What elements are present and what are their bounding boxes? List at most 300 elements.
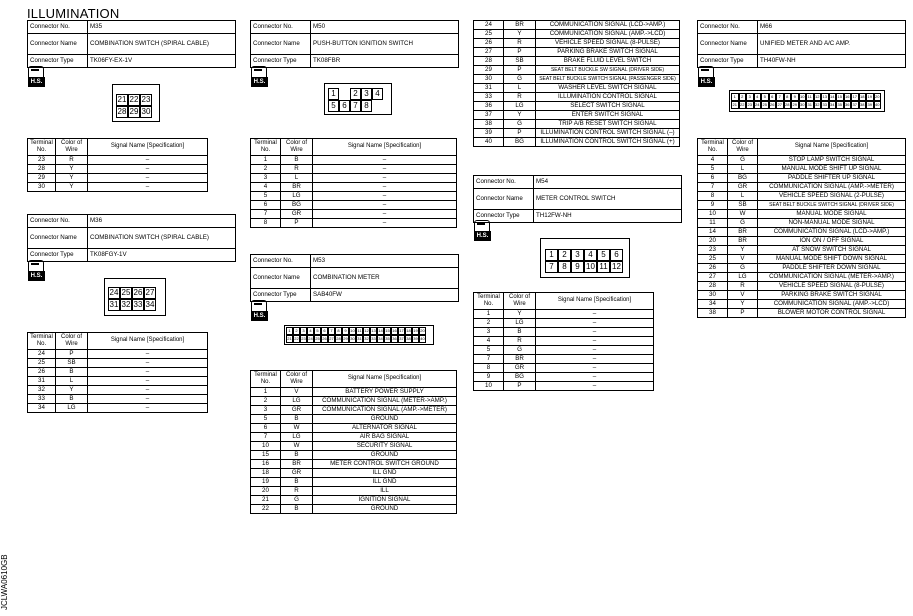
signal-name-cell: TRIP A/B RESET SWITCH SIGNAL — [536, 120, 680, 129]
wire-color-cell: W — [728, 210, 758, 219]
pin-cell: 14 — [378, 328, 383, 333]
pin-cell: 9 — [342, 327, 349, 335]
terminal-no-cell: 36 — [474, 102, 504, 111]
signal-name-cell: ILLUMINATION CONTROL SWITCH SIGNAL (–) — [536, 129, 680, 138]
pin-cell: 13 — [371, 328, 376, 333]
table-row — [251, 451, 457, 460]
table-row — [698, 273, 906, 282]
wire-color-cell: GR — [728, 183, 758, 192]
connector-no: M36 — [88, 215, 236, 228]
page-title: ILLUMINATION — [27, 6, 120, 21]
signal-name-cell: VEHICLE SPEED SIGNAL (2-PULSE) — [758, 192, 906, 201]
table-row — [698, 174, 906, 183]
pin-cell: 10 — [800, 94, 805, 99]
connector-m35-table: Terminal No. Color of Wire Signal Name [Specification] 23 R – 28 Y – 29 Y – 30 Y – — [27, 138, 208, 192]
pin-cell: 33 — [371, 336, 376, 341]
pin-cell: 2 — [739, 93, 747, 101]
wire-color-cell: Y — [56, 183, 88, 192]
table-row — [28, 350, 208, 359]
pin-cell: 2 — [293, 327, 300, 335]
table-row — [251, 183, 457, 192]
terminal-no-cell: 26 — [698, 264, 728, 273]
signal-name-cell: AT SNOW SWITCH SIGNAL — [758, 246, 906, 255]
table-row — [474, 75, 680, 84]
table-row — [28, 404, 208, 413]
terminal-no-cell: 8 — [698, 192, 728, 201]
table-row — [698, 183, 906, 192]
signal-name-cell: GROUND — [313, 415, 457, 424]
terminal-no-cell: 34 — [698, 300, 728, 309]
table-row — [698, 165, 906, 174]
table-row — [698, 219, 906, 228]
connector-m53-info: Connector No. M53 Connector Name COMBINATION METER Connector Type SAB40FW — [250, 254, 459, 302]
signal-name-cell: PARKING BRAKE SWITCH SIGNAL — [536, 48, 680, 57]
pin-cell: 38 — [860, 102, 865, 107]
terminal-no-cell: 37 — [474, 111, 504, 120]
wire-color-cell: BG — [504, 138, 536, 147]
terminal-no-cell: 4 — [251, 183, 281, 192]
pin-cell: 26 — [133, 288, 143, 297]
terminal-no-cell: 38 — [474, 120, 504, 129]
pin-cell: 11 — [807, 94, 812, 99]
pin-cell: 24 — [308, 336, 313, 341]
wire-color-cell: BR — [728, 228, 758, 237]
terminal-no-cell: 28 — [474, 57, 504, 66]
pin-cell: 8 — [335, 327, 342, 335]
wire-color-cell: L — [728, 192, 758, 201]
pin-cell: 10 — [350, 328, 355, 333]
table-row — [474, 21, 680, 30]
pin-cell: 6 — [610, 249, 623, 261]
terminal-no-cell: 11 — [698, 219, 728, 228]
wire-color-cell: B — [281, 478, 313, 487]
signal-name-cell: COMMUNICATION SIGNAL (AMP.->METER) — [313, 406, 457, 415]
connector-m36-pins — [108, 287, 156, 311]
pin-cell: 33 — [133, 300, 143, 309]
pin-cell: 39 — [413, 336, 418, 341]
signal-name-cell: – — [313, 210, 457, 219]
wire-color-cell: W — [281, 424, 313, 433]
terminal-no-cell: 39 — [474, 129, 504, 138]
pin-cell: 22 — [740, 102, 745, 107]
table-row — [251, 397, 457, 406]
terminal-no-cell: 34 — [28, 404, 56, 413]
wire-color-cell: GR — [281, 210, 313, 219]
pin-cell: 34 — [830, 102, 835, 107]
pin-cell: 5 — [328, 100, 339, 112]
pin-cell: 1 — [286, 327, 293, 335]
connector-no: M50 — [311, 21, 459, 34]
wire-color-cell: LG — [504, 319, 536, 328]
terminal-no-cell: 3 — [474, 328, 504, 337]
terminal-no-cell: 27 — [698, 273, 728, 282]
pin-cell: 27 — [145, 288, 155, 297]
wire-color-cell: P — [504, 382, 536, 391]
pin-cell: 11 — [597, 261, 610, 273]
pin-cell: 40 — [875, 102, 880, 107]
wire-color-cell: SB — [728, 201, 758, 210]
wire-color-cell: B — [504, 328, 536, 337]
signal-name-cell: – — [313, 156, 457, 165]
table-row — [251, 406, 457, 415]
document-code: JCLWA0610GB — [0, 554, 9, 610]
signal-name-cell: AIR BAG SIGNAL — [313, 433, 457, 442]
terminal-no-cell: 26 — [28, 368, 56, 377]
connector-type: TH40FW-NH — [758, 55, 906, 68]
signal-name-cell: – — [88, 377, 208, 386]
signal-name-cell: VEHICLE SPEED SIGNAL (8-PULSE) — [758, 282, 906, 291]
wire-color-cell: Y — [56, 165, 88, 174]
table-row — [474, 111, 680, 120]
signal-name-cell: – — [536, 310, 654, 319]
pin-cell: 5 — [314, 327, 321, 335]
signal-name-cell: – — [536, 355, 654, 364]
table-row — [698, 201, 906, 210]
connector-m36-info: Connector No. M36 Connector Name COMBINATION SWITCH (SPIRAL CABLE) Connector Type TK08FGY-1V — [27, 214, 236, 262]
signal-name-cell: ION ON / OFF SIGNAL — [758, 237, 906, 246]
wire-color-cell: BR — [281, 460, 313, 469]
wire-color-cell: R — [504, 93, 536, 102]
terminal-no-cell: 31 — [28, 377, 56, 386]
pin-cell: 21 — [732, 102, 737, 107]
signal-name-cell: COMMUNICATION SIGNAL (METER->AMP.) — [758, 273, 906, 282]
table-row — [698, 282, 906, 291]
signal-name-cell: – — [88, 165, 208, 174]
pin-cell: 19 — [867, 94, 872, 99]
signal-name-cell: COMMUNICATION SIGNAL (LCD->AMP.) — [536, 21, 680, 30]
pin-cell: 18 — [860, 94, 865, 99]
table-row — [251, 219, 457, 228]
signal-name-cell: – — [88, 395, 208, 404]
wire-color-cell: LG — [56, 404, 88, 413]
pin-cell: 31 — [807, 102, 812, 107]
table-row — [251, 424, 457, 433]
signal-name-cell: – — [88, 359, 208, 368]
terminal-no-cell: 14 — [698, 228, 728, 237]
pin-cell: 13 — [822, 94, 827, 99]
pin-cell: 35 — [837, 102, 842, 107]
table-row — [251, 505, 457, 514]
table-row — [251, 433, 457, 442]
connector-m35-pins — [116, 94, 152, 118]
pin-cell: 17 — [399, 328, 404, 333]
pin-cell: 37 — [852, 102, 857, 107]
pin-cell: 5 — [597, 249, 610, 261]
wire-color-cell: BR — [504, 21, 536, 30]
connector-m54-info: Connector No. M54 Connector Name METER CONTROL SWITCH Connector Type TH12FW-NH — [473, 175, 682, 223]
wire-color-cell: LG — [281, 397, 313, 406]
pin-cell: 39 — [867, 102, 872, 107]
pin-cell: 32 — [815, 102, 820, 107]
table-row — [474, 120, 680, 129]
table-row — [28, 156, 208, 165]
terminal-no-cell: 25 — [28, 359, 56, 368]
pin-cell: 38 — [406, 336, 411, 341]
terminal-no-cell: 5 — [474, 346, 504, 355]
terminal-no-cell: 4 — [698, 156, 728, 165]
terminal-no-cell: 5 — [251, 415, 281, 424]
wire-color-cell: BG — [728, 174, 758, 183]
signal-name-cell: – — [88, 368, 208, 377]
connector-no: M53 — [311, 255, 459, 268]
connector-no: M35 — [88, 21, 236, 34]
terminal-no-cell: 25 — [474, 30, 504, 39]
signal-name-cell: – — [536, 328, 654, 337]
wire-color-cell: Y — [56, 386, 88, 395]
connector-m35-info — [27, 20, 236, 68]
terminal-no-cell: 9 — [698, 201, 728, 210]
wire-color-cell: R — [504, 39, 536, 48]
signal-name-cell: PADDLE SHIFTER DOWN SIGNAL — [758, 264, 906, 273]
pin-cell: 25 — [762, 102, 767, 107]
terminal-no-cell: 2 — [251, 165, 281, 174]
table-row — [28, 386, 208, 395]
connector-type: SAB40FW — [311, 289, 459, 302]
harness-side-icon: H.S. — [28, 260, 46, 282]
terminal-no-cell: 18 — [251, 469, 281, 478]
signal-name-cell: – — [536, 373, 654, 382]
pin-cell: 32 — [364, 336, 369, 341]
signal-name-cell: COMMUNICATION SIGNAL (AMP.->METER) — [758, 183, 906, 192]
signal-name-cell: ILL — [313, 487, 457, 496]
wire-color-cell: R — [728, 282, 758, 291]
wire-color-cell: SB — [504, 57, 536, 66]
pin-cell: 8 — [558, 261, 571, 273]
connector-m36-table: Terminal No. Color of Wire Signal Name [Specification] 24 P – 25 SB – 26 B – 31 L – 32 Y – 33 B – 34 LG – — [27, 332, 208, 413]
pin-cell: 20 — [420, 328, 425, 333]
wire-color-cell: V — [728, 255, 758, 264]
wire-color-cell: Y — [504, 30, 536, 39]
signal-name-cell: ILL GND — [313, 469, 457, 478]
harness-side-icon: H.S. — [698, 66, 716, 88]
pin-cell — [339, 88, 350, 100]
wire-color-cell: GR — [281, 406, 313, 415]
pin-cell: 30 — [800, 102, 805, 107]
pin-cell: 27 — [777, 102, 782, 107]
signal-name-cell: GROUND — [313, 505, 457, 514]
wire-color-cell: L — [728, 165, 758, 174]
wire-color-cell: L — [504, 84, 536, 93]
terminal-no-cell: 16 — [251, 460, 281, 469]
pin-cell: 40 — [420, 336, 425, 341]
pin-cell: 1 — [545, 249, 558, 261]
terminal-no-cell: 33 — [474, 93, 504, 102]
wire-color-cell: Y — [56, 174, 88, 183]
wire-color-cell: BR — [504, 355, 536, 364]
harness-side-icon: H.S. — [474, 220, 492, 242]
wire-color-cell: R — [281, 487, 313, 496]
connector-m66-pins — [731, 93, 881, 109]
signal-name-cell: – — [536, 337, 654, 346]
table-row — [251, 201, 457, 210]
wire-color-cell: P — [281, 219, 313, 228]
pin-cell: 34 — [145, 300, 155, 309]
table-row — [474, 93, 680, 102]
signal-name-cell: VEHICLE SPEED SIGNAL (8-PULSE) — [536, 39, 680, 48]
signal-name-cell: SEAT BELT BUCKLE SWITCH SIGNAL (DRIVER SIDE) — [758, 201, 906, 210]
wire-color-cell: G — [504, 75, 536, 84]
pin-cell: 12 — [815, 94, 820, 99]
signal-name-cell: PARKING BRAKE SWITCH SIGNAL — [758, 291, 906, 300]
terminal-no-cell: 38 — [698, 309, 728, 318]
signal-name-cell: NON-MANUAL MODE SIGNAL — [758, 219, 906, 228]
pin-cell: 31 — [357, 336, 362, 341]
table-row — [28, 174, 208, 183]
table-row — [28, 377, 208, 386]
signal-name-cell: BRAKE FLUID LEVEL SWITCH — [536, 57, 680, 66]
table-row — [28, 395, 208, 404]
connector-m66-table: Terminal No. Color of Wire Signal Name [Specification] 4 G STOP LAMP SWITCH SIGNAL 5 L MANUAL MODE SHIFT UP SIGNAL 6 BG PADDLE SHIFTER UP SIGNAL 7 GR COMMUNICATION SIGNAL (AMP.->METER) 8 L VEHICLE SPEED SIGNAL (2-PULSE) 9 SB SEAT BELT BUCKLE SWITCH SIGNAL (DRIVER SIDE) 10 W MANUAL MODE SIGNAL 11 G NON-MANUAL MODE SIGNAL 14 BR COMMUNICATION SIGNAL (LCD->AMP.) 20 BR ION ON / OFF SIGNAL 23 Y AT SNOW SWITCH SIGNAL 25 V MANUAL MODE SHIFT DOWN SIGNAL 26 G PADDLE SHIFTER DOWN SIGNAL 27 LG COMMUNICATION SIGNAL (METER->AMP.) 28 R VEHICLE SPEED SIGNAL (8-PULSE) 30 V PARKING BRAKE SWITCH SIGNAL 34 Y COMMUNICATION SIGNAL (AMP.->LCD) 38 P BLOWER MOTOR CONTROL SIGNAL — [697, 138, 906, 318]
connector-name: COMBINATION METER — [311, 268, 459, 289]
wire-color-cell: G — [728, 219, 758, 228]
signal-name-cell: MANUAL MODE SIGNAL — [758, 210, 906, 219]
table-row — [28, 183, 208, 192]
connector-m50-info: Connector No. M50 Connector Name PUSH-BUTTON IGNITION SWITCH Connector Type TK08FBR — [250, 20, 459, 68]
wire-color-cell: R — [504, 337, 536, 346]
table-row — [474, 57, 680, 66]
table-row — [474, 382, 654, 391]
connector-name: UNIFIED METER AND A/C AMP. — [758, 34, 906, 55]
table-row — [474, 373, 654, 382]
connector-no: M66 — [758, 21, 906, 34]
wire-color-cell: B — [281, 156, 313, 165]
pin-cell: 29 — [343, 336, 348, 341]
pin-cell: 26 — [770, 102, 775, 107]
signal-name-cell: COMMUNICATION SIGNAL (AMP.->LCD) — [758, 300, 906, 309]
connector-m53-table: Terminal No. Color of Wire Signal Name [Specification] 1 V BATTERY POWER SUPPLY 2 LG COMMUNICATION SIGNAL (METER->AMP.) 3 GR COMMUNICATION SIGNAL (AMP.->METER) 5 B GROUND 6 W ALTERNATOR SIGNAL 7 LG AIR BAG SIGNAL 10 W SECURITY SIGNAL 15 B GROUND 16 BR METER CONTROL SWITCH GROUND 18 GR ILL GND 19 B ILL GND 20 R ILL 21 G IGNITION SIGNAL 22 B GROUND — [250, 370, 457, 514]
terminal-no-cell: 9 — [474, 373, 504, 382]
wire-color-cell: GR — [504, 364, 536, 373]
table-row — [474, 39, 680, 48]
wire-color-cell: V — [281, 388, 313, 397]
signal-name-cell: SECURITY SIGNAL — [313, 442, 457, 451]
pin-cell: 5 — [761, 93, 769, 101]
signal-name-cell: – — [536, 364, 654, 373]
wire-color-cell: W — [281, 442, 313, 451]
pin-cell: 15 — [837, 94, 842, 99]
table-row — [474, 310, 654, 319]
pin-cell: 6 — [339, 100, 350, 112]
terminal-no-cell: 7 — [251, 433, 281, 442]
table-row — [28, 165, 208, 174]
terminal-no-cell: 1 — [474, 310, 504, 319]
pin-cell: 3 — [571, 249, 584, 261]
wire-color-cell: LG — [281, 433, 313, 442]
signal-name-cell: COMMUNICATION SIGNAL (LCD->AMP.) — [758, 228, 906, 237]
wire-color-cell: P — [56, 350, 88, 359]
table-row — [698, 309, 906, 318]
pin-cell: 37 — [399, 336, 404, 341]
signal-name-cell: – — [88, 350, 208, 359]
signal-name-cell: – — [88, 386, 208, 395]
table-row — [251, 487, 457, 496]
table-row — [251, 388, 457, 397]
wire-color-cell: LG — [728, 273, 758, 282]
harness-side-icon: H.S. — [251, 66, 269, 88]
pin-cell: 9 — [791, 93, 799, 101]
terminal-no-cell: 10 — [251, 442, 281, 451]
signal-name-cell: COMMUNICATION SIGNAL (METER->AMP.) — [313, 397, 457, 406]
table-row — [28, 359, 208, 368]
pin-cell: 24 — [109, 288, 119, 297]
table-row — [698, 264, 906, 273]
table-row — [474, 129, 680, 138]
table-row — [474, 84, 680, 93]
signal-name-cell: SEAT BELT BUCKLE SW SIGNAL (DRIVER SIDE) — [536, 66, 680, 75]
signal-name-cell: – — [313, 192, 457, 201]
wire-color-cell: G — [281, 496, 313, 505]
pin-cell: 31 — [109, 300, 119, 309]
signal-name-cell: – — [536, 382, 654, 391]
table-row — [251, 174, 457, 183]
signal-name-cell: – — [313, 201, 457, 210]
terminal-no-cell: 8 — [474, 364, 504, 373]
signal-name-cell: ILLUMINATION CONTROL SIGNAL — [536, 93, 680, 102]
table-row — [251, 496, 457, 505]
wire-color-cell: Y — [504, 310, 536, 319]
terminal-no-cell: 1 — [251, 156, 281, 165]
connector-m54-pins — [545, 249, 623, 273]
terminal-no-cell: 3 — [251, 174, 281, 183]
table-row — [474, 364, 654, 373]
signal-name-cell: – — [313, 219, 457, 228]
terminal-no-cell: 26 — [474, 39, 504, 48]
table-row — [251, 210, 457, 219]
wire-color-cell: LG — [281, 192, 313, 201]
terminal-no-cell: 7 — [698, 183, 728, 192]
terminal-no-cell: 30 — [28, 183, 56, 192]
pin-cell: 28 — [117, 107, 127, 116]
pin-cell: 8 — [361, 100, 372, 112]
terminal-no-cell: 40 — [474, 138, 504, 147]
pin-cell: 3 — [300, 327, 307, 335]
signal-name-cell: SEAT BELT BUCKLE SWITCH SIGNAL (PASSENGER SIDE) — [536, 75, 680, 84]
pin-cell: 16 — [845, 94, 850, 99]
pin-cell: 30 — [141, 107, 151, 116]
pin-cell: 22 — [294, 336, 299, 341]
label-connector-name: Connector Name — [28, 34, 88, 55]
pin-cell: 29 — [129, 107, 139, 116]
pin-cell: 36 — [392, 336, 397, 341]
connector-type: TK06FY-EX-1V — [88, 55, 236, 68]
pin-cell: 11 — [357, 328, 362, 333]
signal-name-cell: PADDLE SHIFTER UP SIGNAL — [758, 174, 906, 183]
pin-cell: 23 — [747, 102, 752, 107]
pin-cell: 29 — [792, 102, 797, 107]
pin-cell: 28 — [785, 102, 790, 107]
wire-color-cell: B — [281, 451, 313, 460]
wire-color-cell: G — [728, 156, 758, 165]
signal-name-cell: BATTERY POWER SUPPLY — [313, 388, 457, 397]
signal-name-cell: METER CONTROL SWITCH GROUND — [313, 460, 457, 469]
pin-cell: 23 — [301, 336, 306, 341]
wire-color-cell: BR — [728, 237, 758, 246]
terminal-no-cell: 29 — [28, 174, 56, 183]
label-connector-no: Connector No. — [28, 21, 88, 34]
table-row — [28, 368, 208, 377]
signal-name-cell: – — [536, 319, 654, 328]
terminal-no-cell: 24 — [28, 350, 56, 359]
table-row — [251, 478, 457, 487]
connector-name: PUSH-BUTTON IGNITION SWITCH — [311, 34, 459, 55]
terminal-no-cell: 28 — [28, 165, 56, 174]
wire-color-cell: P — [504, 66, 536, 75]
table-row — [251, 165, 457, 174]
wire-color-cell: G — [728, 264, 758, 273]
table-row — [698, 291, 906, 300]
table-row — [698, 210, 906, 219]
table-row — [474, 30, 680, 39]
